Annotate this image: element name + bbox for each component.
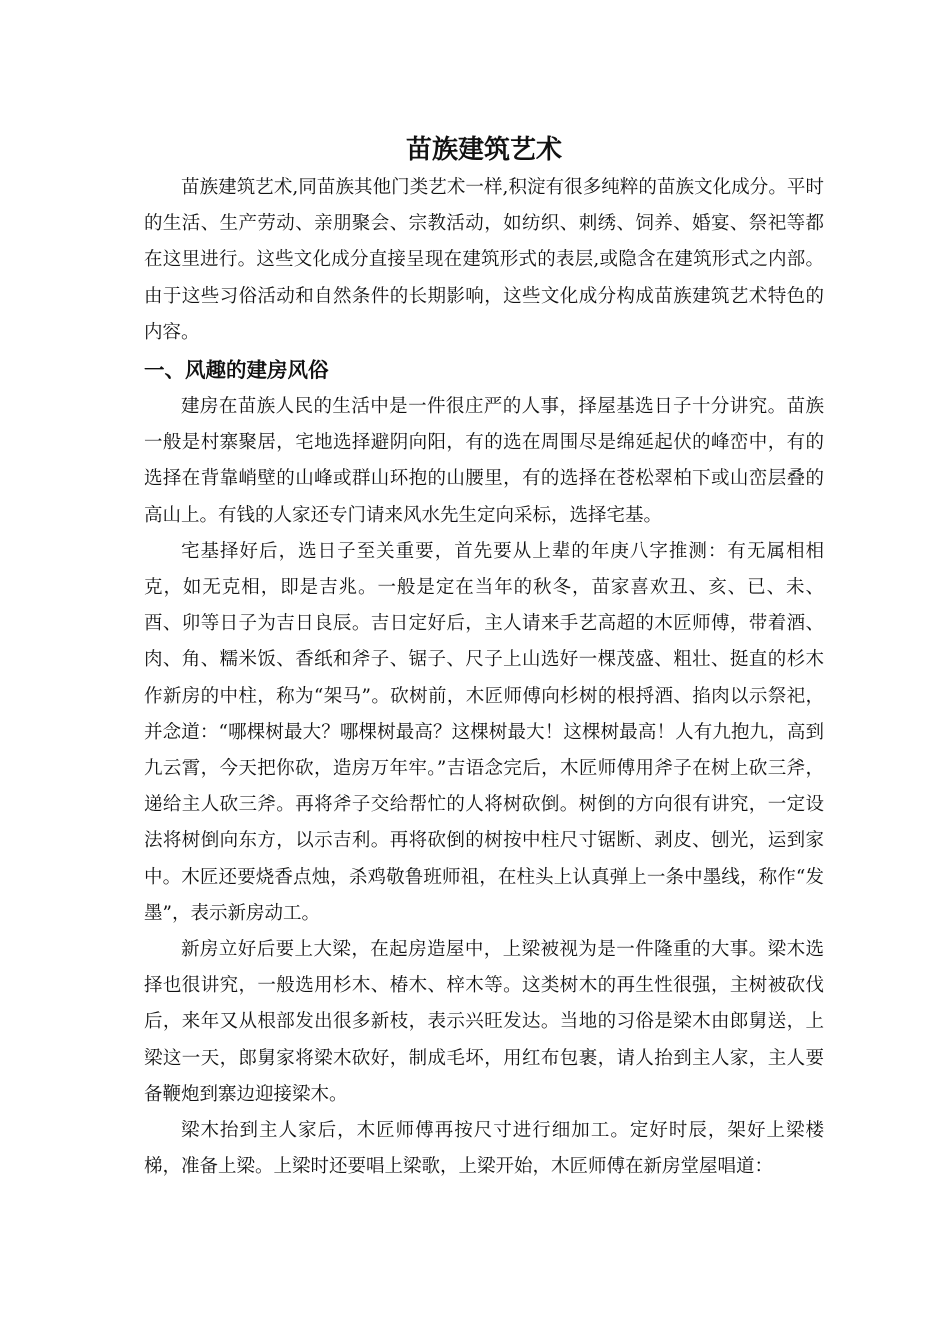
document-title: 苗族建筑艺术 (405, 135, 562, 165)
body-paragraph: 梁木抬到主人家后，木匠师傅再按尺寸进行细加工。定好时辰，架好上梁楼梯，准备上梁。上梁时还要唱上梁歌，上梁开始，木匠师傅在新房堂屋唱道： (144, 1120, 824, 1178)
intro-paragraph: 苗族建筑艺术,同苗族其他门类艺术一样,积淀有很多纯粹的苗族文化成分。平时的生活、生产劳动、亲朋聚会、宗教活动，如纺织、刺绣、饲养、婚宴、祭祀等都在这里进行。这些文化成分直接呈现在建筑形式的表层,或隐含在建筑形式之内部。由于这些习俗活动和自然条件的长期影响，这些文化成分构成苗族建筑艺术特色的内容。 (144, 177, 824, 343)
document-body (144, 170, 824, 1185)
document-page (144, 0, 824, 1344)
body-paragraph: 新房立好后要上大梁，在起房造屋中，上梁被视为是一件隆重的大事。梁木选择也很讲究，一般选用杉木、椿木、梓木等。这类树木的再生性很强，主树被砍伐后，来年又从根部发出很多新枝，表示兴旺发达。当地的习俗是梁木由郎舅送，上梁这一天，郎舅家将梁木砍好，制成毛坏，用红布包裹，请人抬到主人家，主人要备鞭炮到寨边迎接梁木。 (144, 939, 824, 1105)
section-heading: 一、风趣的建房风俗 (144, 358, 329, 383)
body-paragraph: 宅基择好后，选日子至关重要，首先要从上辈的年庚八字推测：有无属相相克，如无克相，即是吉兆。一般是定在当年的秋冬，苗家喜欢丑、亥、已、未、酉、卯等日子为吉日良辰。吉日定好后，主人请来手艺高超的木匠师傅，带着酒、肉、角、糯米饭、香纸和斧子、锯子、尺子上山选好一棵茂盛、粗壮、挺直的杉木作新房的中柱，称为“架马”。砍树前，木匠师傅向杉树的根捋酒、掐肉以示祭祀，并念道：“哪棵树最大？哪棵树最高？这棵树最大！这棵树最高！人有九抱九，高到九云霄，今天把你砍，造房万年牢。”吉语念完后，木匠师傅用斧子在树上砍三斧，递给主人砍三斧。再将斧子交给帮忙的人将树砍倒。树倒的方向很有讲究，一定设法将树倒向东方，以示吉利。再将砍倒的树按中柱尺寸锯断、剥皮、刨光，运到家中。木匠还要烧香点烛，杀鸡敬鲁班师祖，在柱头上认真弹上一条中墨线，称作“发墨”，表示新房动工。 (144, 540, 824, 924)
body-paragraph: 建房在苗族人民的生活中是一件很庄严的人事，择屋基选日子十分讲究。苗族一般是村寨聚居，宅地选择避阴向阳，有的选在周围尽是绵延起伏的峰峦中，有的选择在背靠峭壁的山峰或群山环抱的山腰里，有的选择在苍松翠柏下或山峦层叠的高山上。有钱的人家还专门请来风水先生定向采标，选择宅基。 (144, 396, 824, 526)
